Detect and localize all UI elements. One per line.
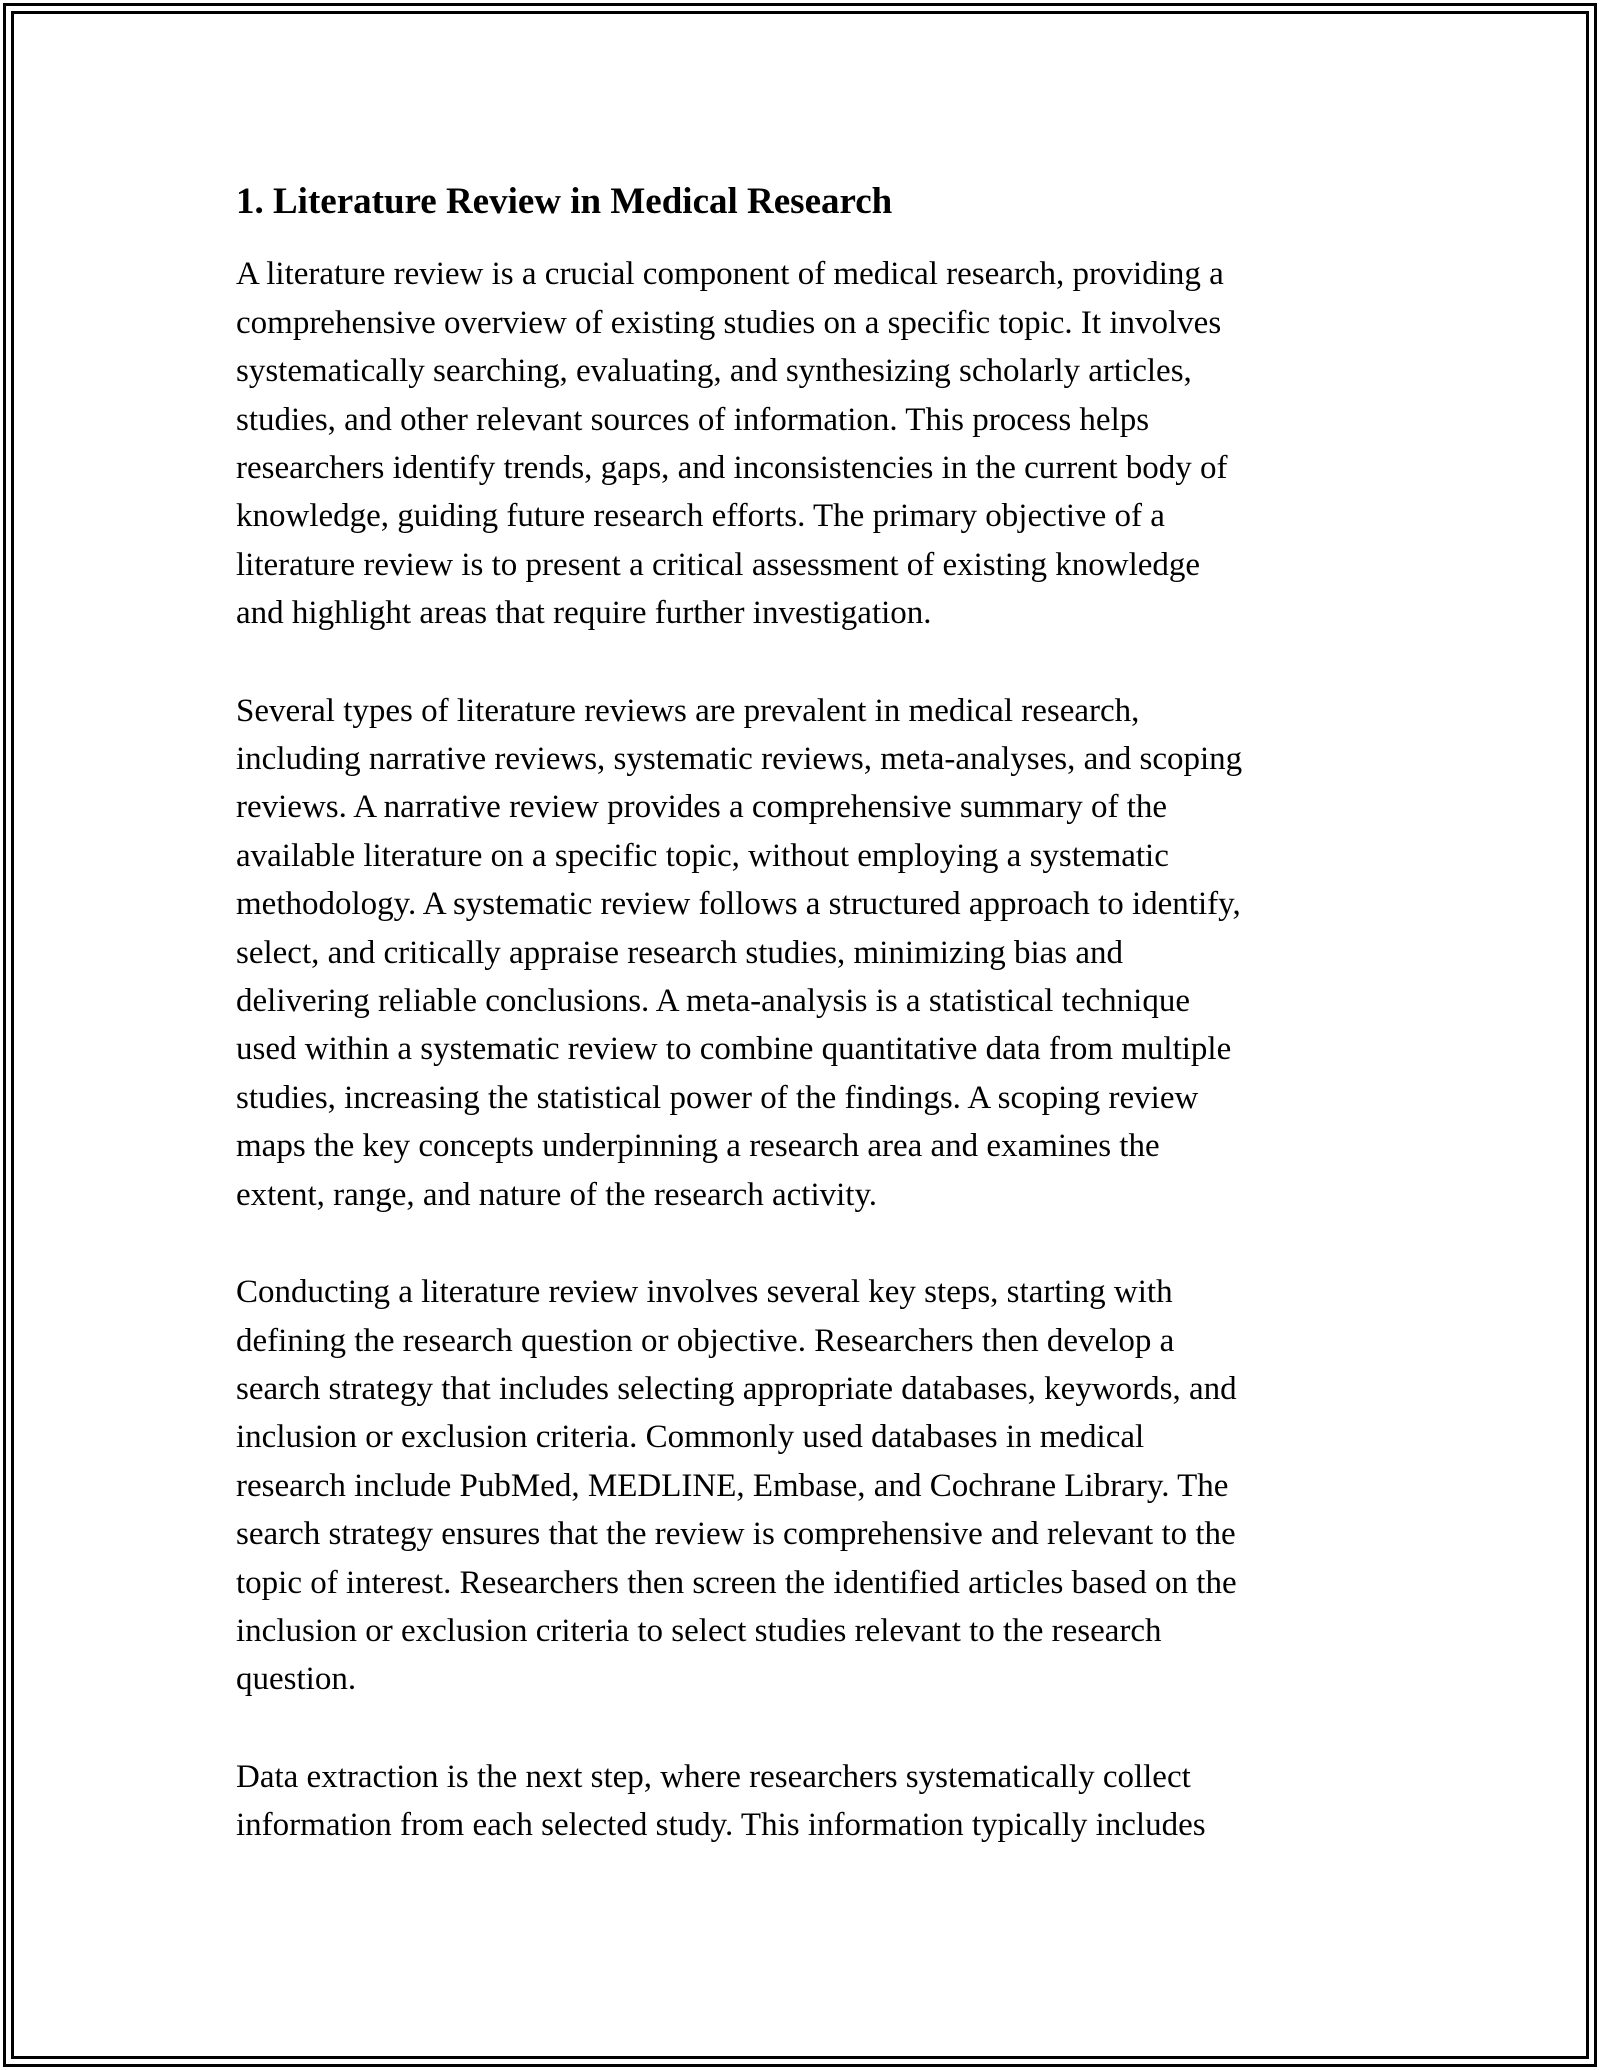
text-line: delivering reliable conclusions. A meta-analysis is a statistical technique — [236, 983, 1190, 1020]
text-line: researchers identify trends, gaps, and inconsistencies in the current body of — [236, 450, 1228, 487]
text-line: Conducting a literature review involves several key steps, starting with — [236, 1274, 1173, 1311]
text-line: knowledge, guiding future research efforts. The primary objective of a — [236, 498, 1165, 535]
text-line: methodology. A systematic review follows a structured approach to identify, — [236, 886, 1241, 923]
text-line: search strategy ensures that the review is comprehensive and relevant to the — [236, 1516, 1236, 1553]
text-line: inclusion or exclusion criteria to select studies relevant to the research — [236, 1612, 1162, 1649]
text-line: used within a systematic review to combine quantitative data from multiple — [236, 1031, 1232, 1068]
text-line: inclusion or exclusion criteria. Commonly used databases in medical — [236, 1419, 1145, 1456]
text-line: reviews. A narrative review provides a comprehensive summary of the — [236, 789, 1168, 826]
text-line: including narrative reviews, systematic reviews, meta-analyses, and scoping — [236, 741, 1243, 778]
text-line: topic of interest. Researchers then screen the identified articles based on the — [236, 1564, 1237, 1601]
text-line: information from each selected study. This information typically includes — [236, 1807, 1206, 1844]
text-line: available literature on a specific topic, without employing a systematic — [236, 837, 1169, 874]
text-line: A literature review is a crucial component of medical research, providing a — [236, 256, 1224, 293]
paragraph-intro — [236, 250, 1366, 637]
text-line: studies, and other relevant sources of information. This process helps — [236, 401, 1150, 438]
text-line: maps the key concepts underpinning a research area and examines the — [236, 1128, 1160, 1165]
text-line: Data extraction is the next step, where researchers systematically collect — [236, 1758, 1191, 1795]
text-line: question. — [236, 1661, 357, 1698]
paragraph-conducting-review — [236, 1268, 1366, 1704]
document-body — [236, 180, 1366, 1899]
text-line: search strategy that includes selecting appropriate databases, keywords, and — [236, 1370, 1237, 1407]
text-line: systematically searching, evaluating, and synthesizing scholarly articles, — [236, 353, 1192, 390]
text-line: defining the research question or objective. Researchers then develop a — [236, 1322, 1175, 1359]
text-line: literature review is to present a critical assessment of existing knowledge — [236, 546, 1201, 583]
text-line: studies, increasing the statistical power of the findings. A scoping review — [236, 1079, 1199, 1116]
text-line: Several types of literature reviews are prevalent in medical research, — [236, 692, 1140, 729]
text-line: comprehensive overview of existing studies on a specific topic. It involves — [236, 304, 1222, 341]
paragraph-data-extraction — [236, 1753, 1366, 1850]
section-heading: 1. Literature Review in Medical Research — [236, 181, 893, 222]
text-line: research include PubMed, MEDLINE, Embase, and Cochrane Library. The — [236, 1467, 1229, 1504]
text-line: extent, range, and nature of the research activity. — [236, 1176, 878, 1213]
text-line: select, and critically appraise research studies, minimizing bias and — [236, 934, 1124, 971]
paragraph-review-types — [236, 687, 1366, 1219]
text-line: and highlight areas that require further investigation. — [236, 595, 932, 632]
